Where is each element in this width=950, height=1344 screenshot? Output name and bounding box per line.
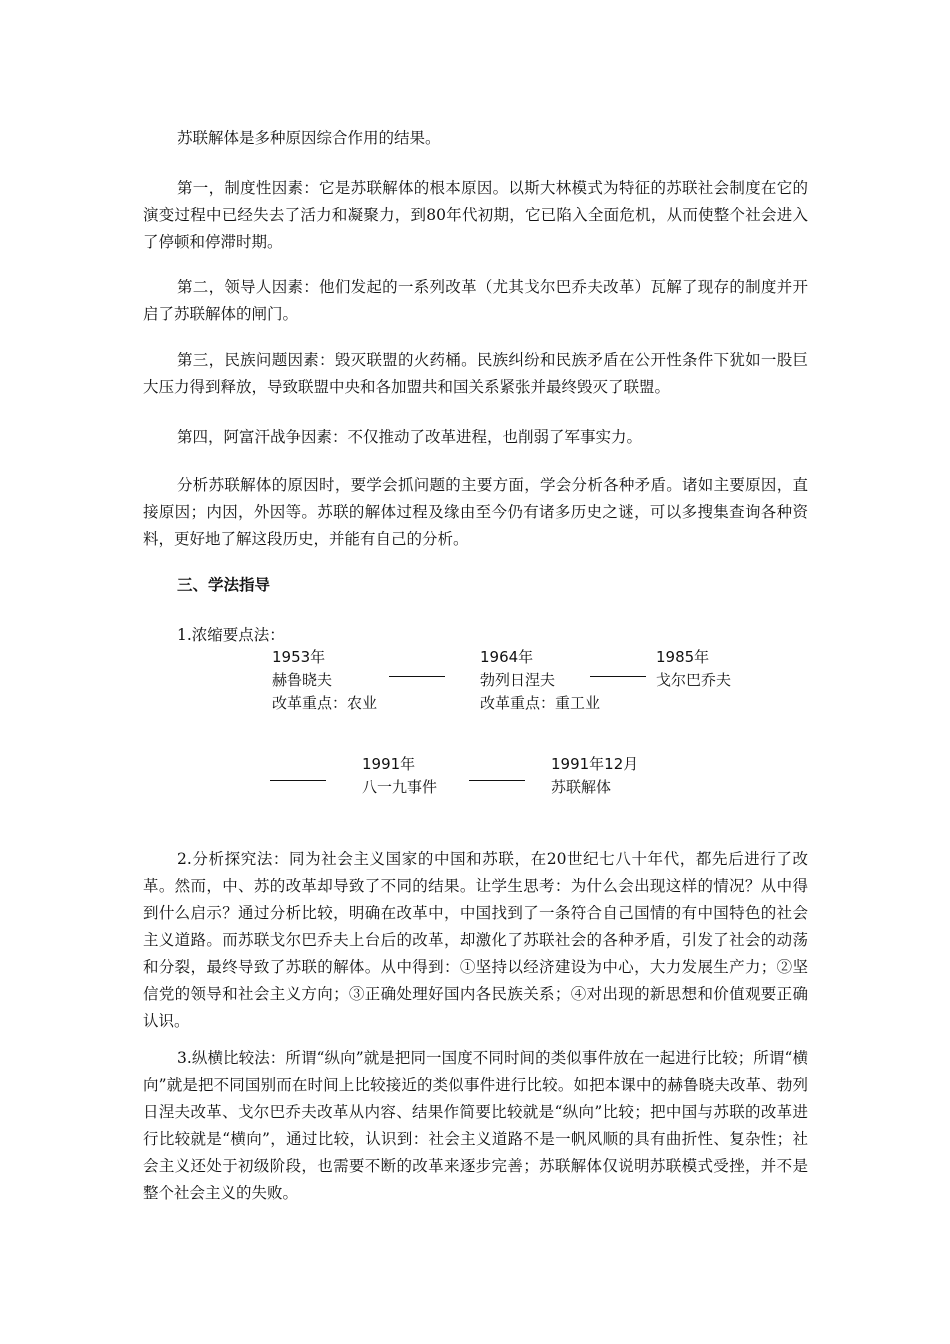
timeline-connector bbox=[270, 780, 326, 781]
method-2-paragraph: 2.分析探究法：同为社会主义国家的中国和苏联，在20世纪七八十年代，都先后进行了改革。然而，中、苏的改革却导致了不同的结果。让学生思考：为什么会出现这样的情况？从中得到什么启示？通过分析比较，明确在改革中，中国找到了一条符合自己国情的有中国特色的社会主义道路。而苏联戈尔巴乔夫上台后的改革，却激化了苏联社会的各种矛盾，引发了社会的动荡和分裂，最终导致了苏联的解体。从中得到：①坚持以经济建设为中心，大力发展生产力；②坚信党的领导和社会主义方向；③正确处理好国内各民族关系；④对出现的新思想和价值观要正确认识。 bbox=[143, 850, 808, 1030]
timeline-1991-event: 八一九事件 bbox=[362, 778, 438, 796]
paragraph-institutional-factor: 第一，制度性因素：它是苏联解体的根本原因。以斯大林模式为特征的苏联社会制度在它的演变过程中已经失去了活力和凝聚力，到80年代初期，它已陷入全面危机，从而使整个社会进入了停顿和停滞时期。 bbox=[143, 179, 808, 251]
timeline-1991-12-year: 1991年12月 bbox=[551, 755, 639, 773]
timeline-1964-leader: 勃列日涅夫 bbox=[480, 671, 556, 689]
timeline-1985-year: 1985年 bbox=[656, 648, 710, 666]
timeline-1953-year: 1953年 bbox=[272, 648, 326, 666]
paragraph-intro: 苏联解体是多种原因综合作用的结果。 bbox=[177, 129, 441, 147]
timeline-1991-year: 1991年 bbox=[362, 755, 416, 773]
paragraph-afghan-war-factor: 第四，阿富汗战争因素：不仅推动了改革进程，也削弱了军事实力。 bbox=[177, 428, 643, 446]
paragraph-ethnic-factor: 第三，民族问题因素：毁灭联盟的火药桶。民族纠纷和民族矛盾在公开性条件下犹如一股巨大压力得到释放，导致联盟中央和各加盟共和国关系紧张并最终毁灭了联盟。 bbox=[143, 351, 808, 396]
timeline-connector bbox=[590, 676, 646, 677]
timeline-1953-leader: 赫鲁晓夫 bbox=[272, 671, 333, 689]
timeline-1953-focus: 改革重点：农业 bbox=[272, 694, 378, 712]
timeline-1964-focus: 改革重点：重工业 bbox=[480, 694, 601, 712]
method-3-paragraph: 3.纵横比较法：所谓“纵向”就是把同一国度不同时间的类似事件放在一起进行比较；所谓“横向”就是把不同国别而在时间上比较接近的类似事件进行比较。如把本课中的赫鲁晓夫改革、勃列日涅夫改革、戈尔巴乔夫改革从内容、结果作简要比较就是“纵向”比较；把中国与苏联的改革进行比较就是“横向”，通过比较，认识到：社会主义道路不是一帆风顺的具有曲折性、复杂性；社会主义还处于初级阶段，也需要不断的改革来逐步完善；苏联解体仅说明苏联模式受挫，并不是整个社会主义的失败。 bbox=[143, 1049, 808, 1202]
timeline-1985-leader: 戈尔巴乔夫 bbox=[656, 671, 732, 689]
timeline-connector bbox=[389, 676, 445, 677]
timeline-1964-year: 1964年 bbox=[480, 648, 534, 666]
timeline-connector bbox=[469, 780, 525, 781]
paragraph-analysis: 分析苏联解体的原因时，要学会抓问题的主要方面，学会分析各种矛盾。诸如主要原因，直接原因；内因，外因等。苏联的解体过程及缘由至今仍有诸多历史之谜，可以多搜集查询各种资料，更好地了解这段历史，并能有自己的分析。 bbox=[143, 476, 808, 548]
method-1-label: 1.浓缩要点法： bbox=[177, 626, 285, 644]
paragraph-leader-factor: 第二，领导人因素：他们发起的一系列改革（尤其戈尔巴乔夫改革）瓦解了现存的制度并开启了苏联解体的闸门。 bbox=[143, 278, 808, 323]
section-heading: 三、学法指导 bbox=[177, 576, 271, 594]
timeline-1991-12-event: 苏联解体 bbox=[551, 778, 612, 796]
